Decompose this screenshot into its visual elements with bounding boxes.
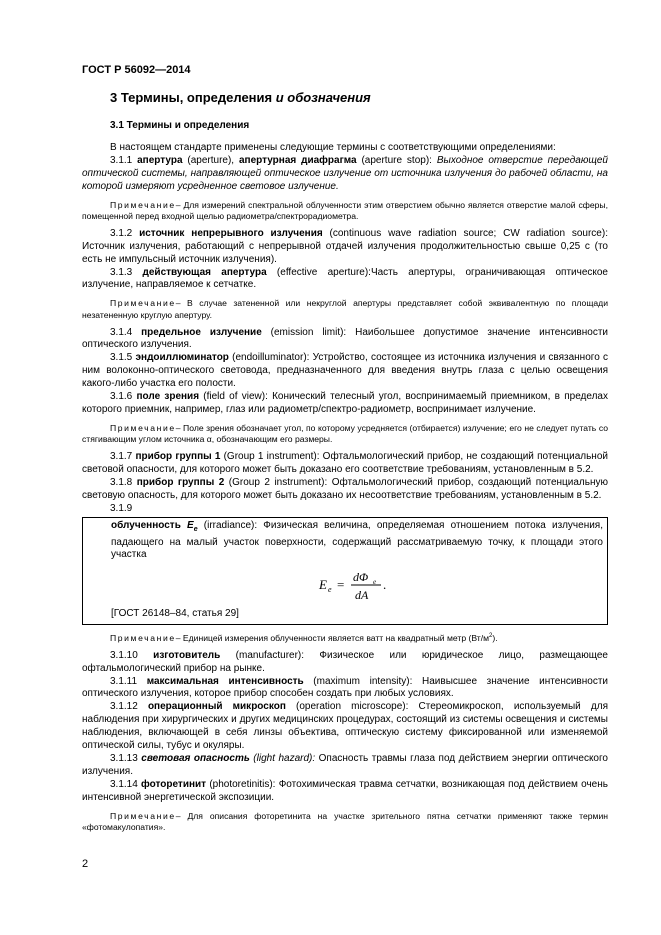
document-header: ГОСТ Р 56092—2014 (82, 64, 191, 76)
term-3-1-4: 3.1.4 предельное излучение (emission limit): Наибольшее допустимое значение интенсивности оптического излучения. (82, 326, 608, 351)
term-3-1-2: 3.1.2 источник непрерывного излучения (continuous wave radiation source; CW radiation source): Источник излучения, работающий с непрерывной отдачей излучения продолжительностью свыше 0,25 с (то есть не импульсный источник излучения). (82, 227, 608, 265)
term-3-1-12: 3.1.12 операционный микроскоп (operation microscope): Стереомикроскоп, используемый для наблюдения при хирургических и других медицинских процедурах, состоящий из системы освещения и системы наблюдения, включающей в себя линзы объектива, оптическую систему фиксированной или изменяемой оптической силы, тубус и окуляры. (82, 701, 608, 752)
formula-equals: = (337, 577, 345, 593)
term-3-1-11: 3.1.11 максимальная интенсивность (maximum intensity): Наивысшее значение интенсивности оптического излучения, которое прибор способен создать при любых условиях. (82, 675, 608, 700)
term-3-1-9-source: [ГОСТ 26148–84, статья 29] (111, 608, 239, 620)
subsection-title: 3.1 Термины и определения (110, 120, 250, 131)
note-4: Примечание– Единицей измерения облученности является ватт на квадратный метр $(Вт/м^2)$. (110, 633, 498, 644)
formula-graphic (317, 568, 417, 602)
term-3-1-13: 3.1.13 световая опасность (light hazard): Опасность травмы глаза под действием энергии оптического излучения. (82, 753, 608, 777)
term-3-1-9-number: 3.1.9 (110, 502, 133, 514)
note-2: Примечание– В случае затененной или некруглой апертуры представляет собой эквивалентную по площади незатененную круглую апертуру. (82, 298, 608, 320)
term-3-1-3: 3.1.3 действующая апертура (effective aperture):Часть апертуры, ограничивающая оптическое излучение, направляемое к сетчатке. (82, 266, 608, 291)
intro-paragraph: В настоящем стандарте применены следующие термины с соответствующими определениями: (110, 142, 556, 153)
note-1: Примечание– Для измерений спектральной облученности этим отверстием обычно является отверстие малой сферы, помещенной перед входной щелью радиометра/спектрорадиометра. (82, 199, 608, 222)
term-3-1-14: 3.1.14 фоторетинит (photoretinitis): Фотохимическая травма сетчатки, возникающая под действием очень интенсивной энергетической экспозиции. (82, 778, 608, 803)
formula-lhs: E (319, 577, 327, 593)
document-body (82, 90, 608, 839)
term-3-1-10: 3.1.10 изготовитель (manufacturer): Физическое или юридическое лицо, размещающее офтальмологический прибор на рынке. (82, 649, 608, 674)
formula-numerator-sub: e (373, 578, 377, 587)
term-3-1-9-box (82, 517, 608, 626)
formula-denominator: dA (355, 588, 369, 603)
term-3-1-7: 3.1.7 прибор группы 1 (Group 1 instrument): Офтальмологический прибор, не создающий потенциальной световой опасности, для которого может быть доказано его соответствие требованиям, установленным в 5.2. (82, 451, 608, 475)
irradiance-formula (111, 568, 603, 602)
term-3-1-6: 3.1.6 поле зрения (field of view): Конический телесный угол, воспринимаемый приемником, в пределах которого приемник, например, глаз или радиометр/спектро-радиометр, воспринимает излучение. (82, 391, 608, 415)
note-3: Примечание– Поле зрения обозначает угол, по которому усредняется (отбирается) излучение; его не следует путать со стягивающим углом источника α, обозначающим его размеры. (82, 422, 608, 445)
term-3-1-9-definition: облученность $E_e$ (irradiance): Физическая величина, определяемая отношением потока излучения, падающего на малый участок поверхности, содержащий рассматриваемую точку, к площади этого участка (111, 519, 603, 561)
note-5: Примечание– Для описания фоторетинита на участке зрительного пятна сетчатки применяют также термин «фотомакулопатия». (82, 810, 608, 833)
formula-lhs-sub: e (328, 585, 332, 595)
term-3-1-8: 3.1.8 прибор группы 2 (Group 2 instrument): Офтальмологический прибор, создающий потенциальную световую опасность, для которого может быть доказано их несоответствие требованиям, установленным в 5.2. (82, 476, 608, 501)
term-3-1-1: 3.1.1 апертура (aperture), апертурная диафрагма (aperture stop): Выходное отверстие передающей оптической системы, направляющей оптическое излучение от источника излучения до рабочей области, на которой измеряют усредненное световое излучение. (82, 154, 608, 192)
formula-period: . (383, 577, 387, 593)
page-number: 2 (82, 858, 89, 870)
term-3-1-5: 3.1.5 эндоиллюминатор (endoilluminator): Устройство, состоящее из источника излучения и связанного с ним волоконно-оптического световода, предназначенного для введения внутрь глаза с целью освещения какого-либо участка его полости. (82, 352, 608, 390)
section-title: 3 Термины, определения и обозначения (110, 90, 371, 105)
formula-numerator: dΦ (353, 570, 369, 585)
